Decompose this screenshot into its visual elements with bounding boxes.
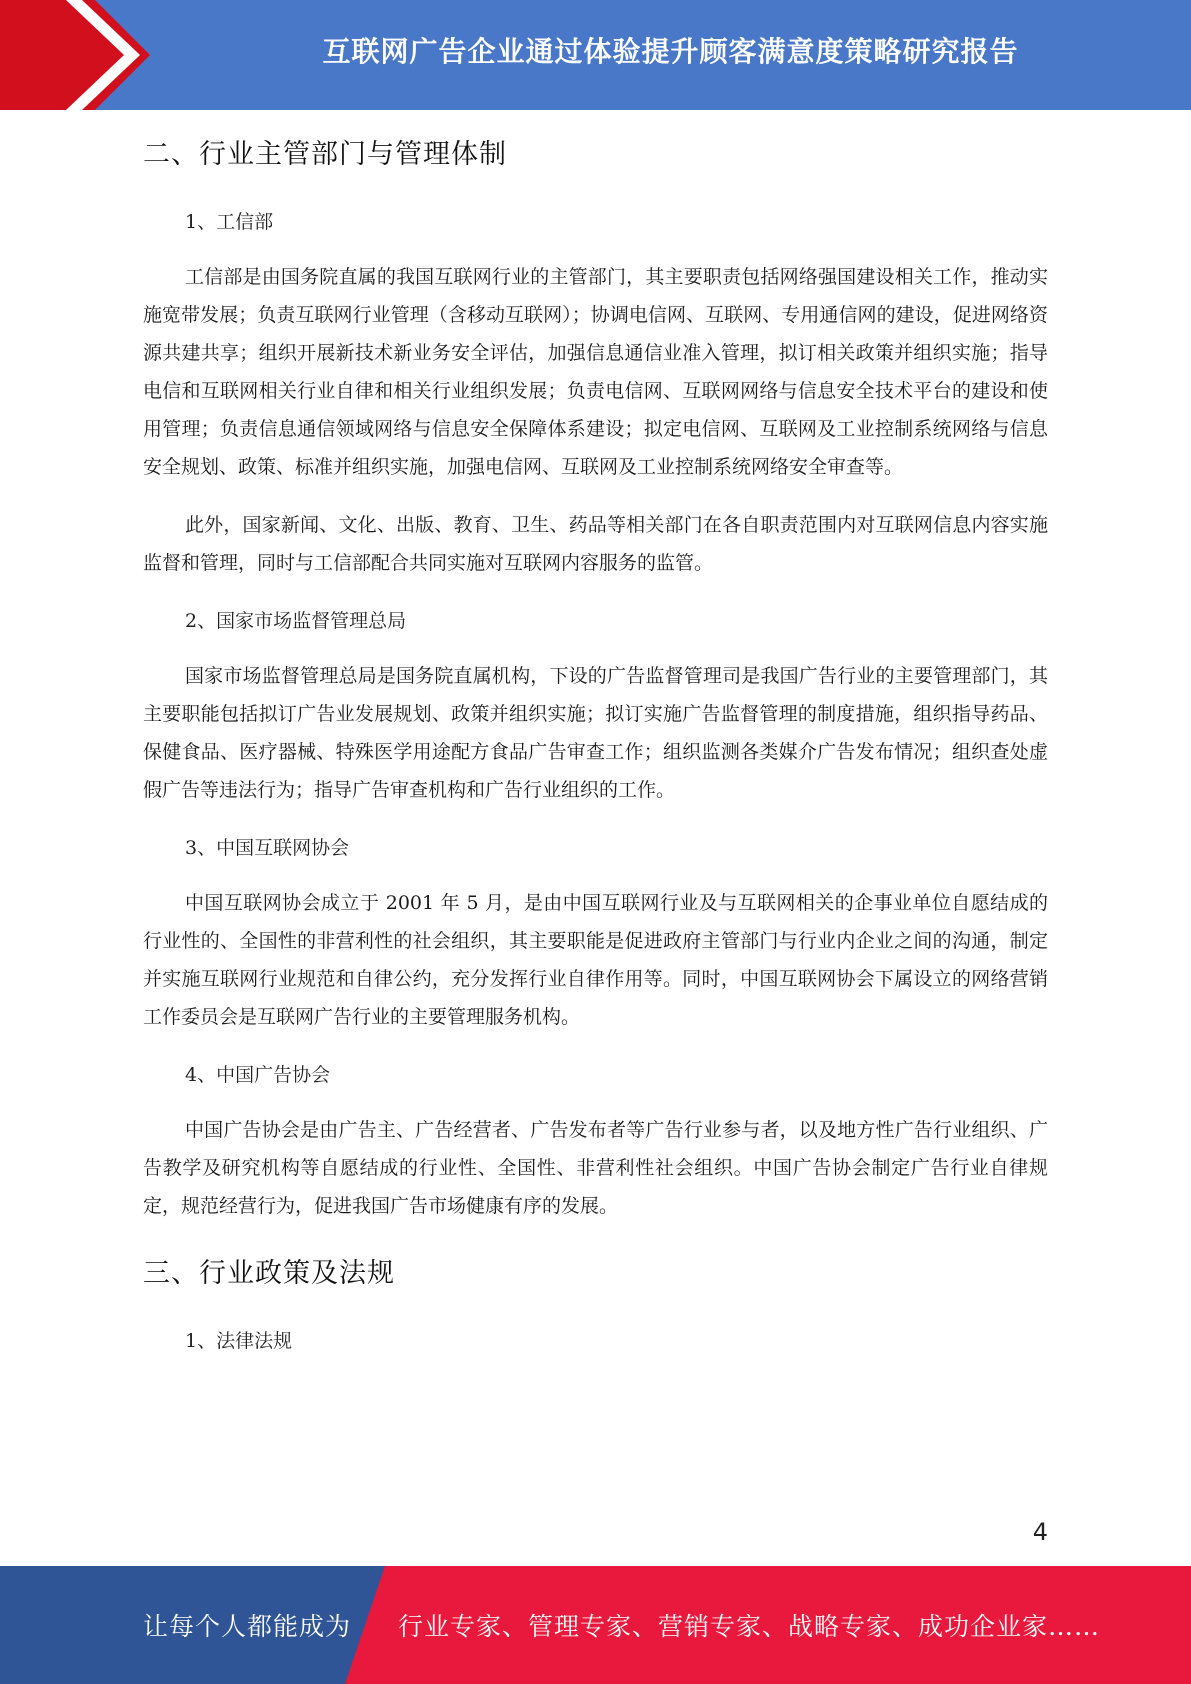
paragraph: 此外，国家新闻、文化、出版、教育、卫生、药品等相关部门在各自职责范围内对互联网信息内容实施监督和管理，同时与工信部配合共同实施对互联网内容服务的监管。	[143, 514, 1048, 574]
paragraph: 中国广告协会是由广告主、广告经营者、广告发布者等广告行业参与者，以及地方性广告行业组织、广告教学及研究机构等自愿结成的行业性、全国性、非营利性社会组织。中国广告协会制定广告行业自律规定，规范经营行为，促进我国广告市场健康有序的发展。	[143, 1119, 1048, 1217]
page-content	[143, 110, 1048, 1353]
footer-band	[0, 1566, 1191, 1684]
page-number: 4	[1032, 1518, 1048, 1546]
paragraph: 中国互联网协会成立于 2001 年 5 月，是由中国互联网行业及与互联网相关的企事业单位自愿结成的行业性的、全国性的非营利性的社会组织，其主要职能是促进政府主管部门与行业内企业之间的沟通，制定并实施互联网行业规范和自律公约，充分发挥行业自律作用等。同时，中国互联网协会下属设立的网络营销工作委员会是互联网广告行业的主要管理服务机构。	[143, 892, 1048, 1028]
paragraph: 工信部是由国务院直属的我国互联网行业的主管部门，其主要职责包括网络强国建设相关工作，推动实施宽带发展；负责互联网行业管理（含移动互联网）；协调电信网、互联网、专用通信网的建设，促进网络资源共建共享；组织开展新技术新业务安全评估，加强信息通信业准入管理，拟订相关政策并组织实施；指导电信和互联网相关行业自律和相关行业组织发展；负责电信网、互联网网络与信息安全技术平台的建设和使用管理；负责信息通信领域网络与信息安全保障体系建设；拟定电信网、互联网及工业控制系统网络与信息安全规划、政策、标准并组织实施，加强电信网、互联网及工业控制系统网络安全审查等。	[143, 266, 1048, 478]
section-heading: 三、行业政策及法规	[143, 1258, 395, 1289]
subsection-label: 1、工信部	[185, 211, 274, 233]
subsection-label: 1、法律法规	[185, 1330, 293, 1352]
report-header-band	[0, 0, 1191, 110]
footer-slogan-right: 行业专家、管理专家、营销专家、战略专家、成功企业家……	[398, 1612, 1101, 1641]
subsection-label: 4、中国广告协会	[185, 1064, 331, 1086]
red-chevron-graphic	[0, 0, 160, 110]
paragraph: 国家市场监督管理总局是国务院直属机构，下设的广告监督管理司是我国广告行业的主要管理部门，其主要职能包括拟订广告业发展规划、政策并组织实施；拟订实施广告监督管理的制度措施，组织指导药品、保健食品、医疗器械、特殊医学用途配方食品广告审查工作；组织监测各类媒介广告发布情况；组织查处虚假广告等违法行为；指导广告审查机构和广告行业组织的工作。	[143, 665, 1048, 801]
section-heading: 二、行业主管部门与管理体制	[143, 139, 507, 170]
subsection-label: 2、国家市场监督管理总局	[185, 610, 407, 632]
subsection-label: 3、中国互联网协会	[185, 837, 350, 859]
footer-slogan-left: 让每个人都能成为	[143, 1612, 352, 1641]
report-title: 互联网广告企业通过体验提升顾客满意度策略研究报告	[322, 35, 1019, 68]
